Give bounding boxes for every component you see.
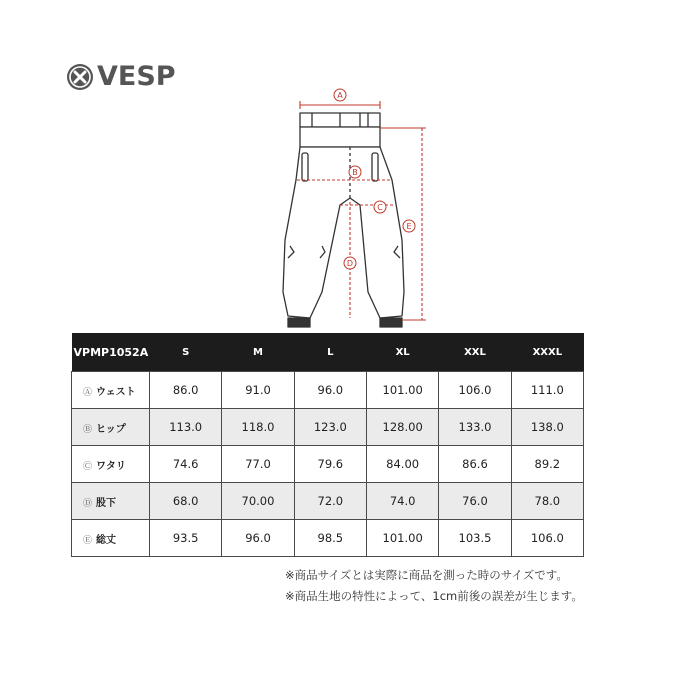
row-mark: Ⓓ — [83, 498, 93, 509]
label-a: A — [337, 91, 343, 100]
pants-measurement-diagram — [250, 80, 450, 340]
table-cell: 86.6 — [439, 446, 511, 483]
size-table — [71, 333, 584, 557]
table-cell: 76.0 — [439, 483, 511, 520]
table-cell: 103.5 — [439, 520, 511, 557]
left-cuff — [288, 318, 310, 327]
table-cell: 118.0 — [222, 409, 294, 446]
size-header-row — [72, 333, 584, 372]
right-pocket — [372, 153, 378, 181]
label-b: B — [352, 168, 358, 177]
size-header: S — [150, 333, 222, 372]
table-cell: 128.00 — [366, 409, 438, 446]
table-cell: 77.0 — [222, 446, 294, 483]
logo-text: VESP — [97, 61, 176, 92]
row-name: 股下 — [96, 497, 117, 509]
table-cell: 84.00 — [366, 446, 438, 483]
row-name: ワタリ — [96, 460, 126, 472]
row-name: ヒップ — [96, 423, 126, 435]
table-cell: 101.00 — [366, 372, 438, 409]
pants-outline — [283, 113, 404, 327]
table-cell: 106.0 — [511, 520, 583, 557]
row-mark: Ⓒ — [83, 461, 93, 472]
row-mark: Ⓔ — [83, 535, 93, 546]
table-cell: 70.00 — [222, 483, 294, 520]
table-row — [72, 446, 584, 483]
left-pocket — [302, 153, 308, 181]
row-label — [72, 372, 150, 409]
label-c: C — [377, 203, 383, 212]
product-code: VPMP1052A — [72, 333, 150, 372]
logo-emblem-icon — [66, 63, 94, 91]
table-cell: 98.5 — [294, 520, 366, 557]
table-cell: 96.0 — [294, 372, 366, 409]
table-cell: 96.0 — [222, 520, 294, 557]
note-line: ※商品生地の特性によって、1cm前後の誤差が生じます。 — [285, 589, 583, 603]
table-row — [72, 372, 584, 409]
note-line: ※商品サイズとは実際に商品を測った時のサイズです。 — [285, 568, 568, 582]
size-header: XXL — [439, 333, 511, 372]
table-cell: 86.0 — [150, 372, 222, 409]
table-cell: 113.0 — [150, 409, 222, 446]
table-cell: 74.6 — [150, 446, 222, 483]
row-mark: Ⓐ — [83, 387, 93, 398]
table-cell: 123.0 — [294, 409, 366, 446]
table-cell: 72.0 — [294, 483, 366, 520]
waist-panel — [300, 127, 380, 147]
table-cell: 138.0 — [511, 409, 583, 446]
table-cell: 93.5 — [150, 520, 222, 557]
table-cell: 78.0 — [511, 483, 583, 520]
row-label — [72, 409, 150, 446]
size-header: XXXL — [511, 333, 583, 372]
table-cell: 68.0 — [150, 483, 222, 520]
table-row — [72, 520, 584, 557]
table-cell: 91.0 — [222, 372, 294, 409]
size-header: XL — [366, 333, 438, 372]
right-cuff — [380, 318, 402, 327]
brand-logo — [66, 62, 176, 92]
row-mark: Ⓑ — [83, 424, 93, 435]
table-cell: 111.0 — [511, 372, 583, 409]
row-label — [72, 483, 150, 520]
size-header: M — [222, 333, 294, 372]
notes — [285, 565, 583, 607]
pants-body — [283, 147, 404, 318]
row-name: 総丈 — [96, 534, 117, 546]
table-cell: 74.0 — [366, 483, 438, 520]
table-cell: 101.00 — [366, 520, 438, 557]
row-name: ウェスト — [96, 386, 136, 398]
table-cell: 89.2 — [511, 446, 583, 483]
size-header: L — [294, 333, 366, 372]
table-cell: 79.6 — [294, 446, 366, 483]
table-cell: 133.0 — [439, 409, 511, 446]
label-e: E — [406, 222, 412, 231]
label-d: D — [346, 259, 354, 268]
row-label — [72, 446, 150, 483]
row-label — [72, 520, 150, 557]
table-row — [72, 409, 584, 446]
table-row — [72, 483, 584, 520]
table-cell: 106.0 — [439, 372, 511, 409]
